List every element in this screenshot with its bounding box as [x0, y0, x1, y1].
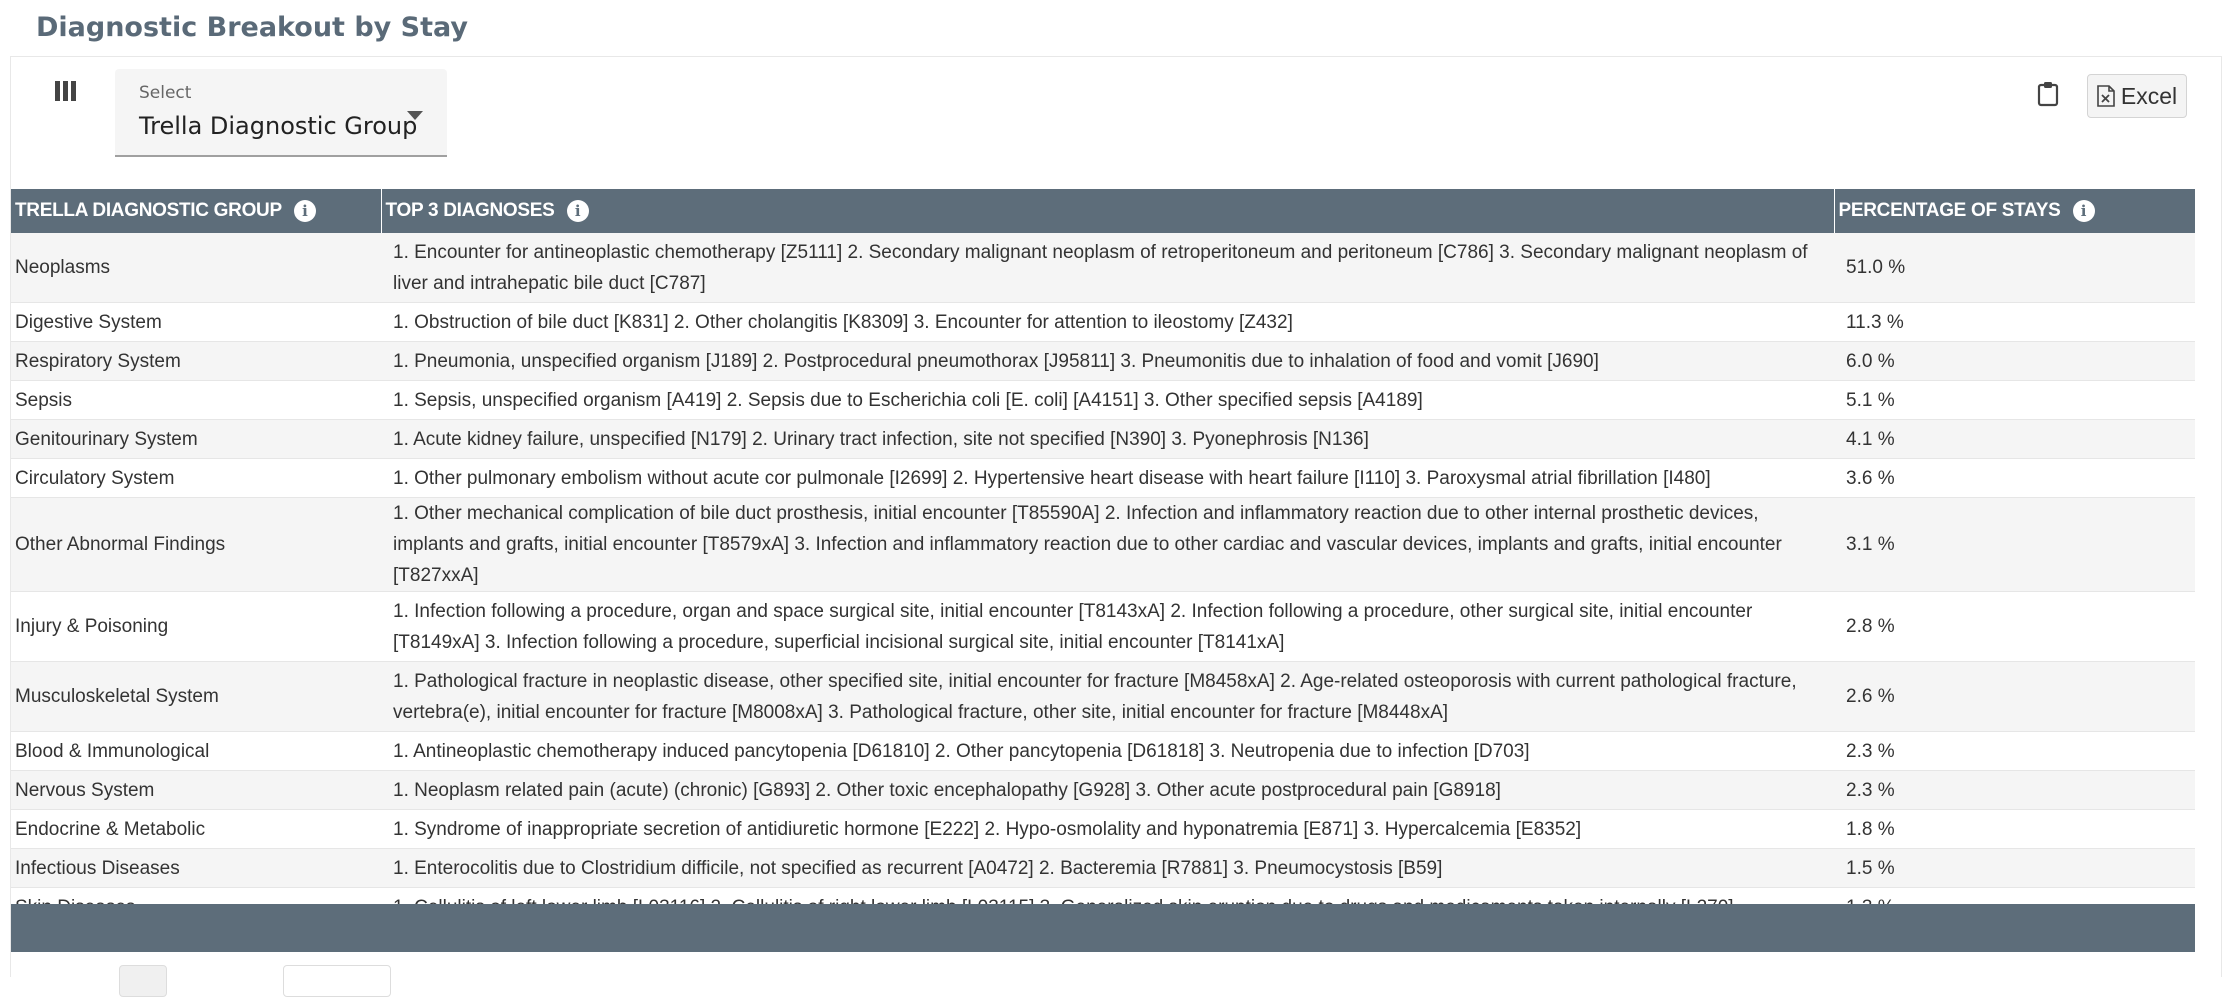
table-footer-bar — [11, 904, 2195, 952]
table-row — [11, 592, 2195, 662]
grid-panel — [10, 56, 2222, 977]
pagination-size-select[interactable] — [283, 965, 391, 997]
table-row — [11, 342, 2195, 381]
group-cell: Injury & Poisoning — [11, 592, 381, 662]
percentage-cell: 4.1 % — [1834, 420, 2195, 459]
chevron-down-icon — [407, 111, 423, 120]
excel-export-button[interactable] — [2087, 74, 2187, 118]
diagnoses-cell: 1. Enterocolitis due to Clostridium difficile, not specified as recurrent [A0472] 2. Bacteremia [R7881] 3. Pneumocystosis [B59] — [381, 849, 1834, 888]
group-cell: Genitourinary System — [11, 420, 381, 459]
table-row — [11, 849, 2195, 888]
column-header-label: PERCENTAGE OF STAYS — [1838, 200, 2061, 221]
info-icon[interactable]: i — [2073, 200, 2095, 222]
group-cell: Blood & Immunological — [11, 732, 381, 771]
group-cell: Endocrine & Metabolic — [11, 810, 381, 849]
percentage-cell: 11.3 % — [1834, 303, 2195, 342]
column-header-diagnoses[interactable] — [381, 189, 1834, 233]
diagnoses-cell: 1. Pneumonia, unspecified organism [J189] 2. Postprocedural pneumothorax [J95811] 3. Pneumonitis due to inhalation of food and vomit [J690] — [381, 342, 1834, 381]
table-row — [11, 498, 2195, 592]
excel-file-icon — [2097, 85, 2115, 107]
diagnoses-cell: 1. Antineoplastic chemotherapy induced pancytopenia [D61810] 2. Other pancytopenia [D61818] 3. Neutropenia due to infection [D703] — [381, 732, 1834, 771]
group-cell: Neoplasms — [11, 233, 381, 303]
clipboard-icon[interactable] — [2037, 81, 2063, 111]
table-row — [11, 771, 2195, 810]
table-row — [11, 233, 2195, 303]
select-value: Trella Diagnostic Group — [139, 112, 418, 140]
table-row — [11, 810, 2195, 849]
diagnoses-cell: 1. Obstruction of bile duct [K831] 2. Other cholangitis [K8309] 3. Encounter for attention to ileostomy [Z432] — [381, 303, 1834, 342]
diagnoses-cell: 1. Other mechanical complication of bile duct prosthesis, initial encounter [T85590A] 2. Infection and inflammatory reaction due to other internal prosthetic devices, implants and grafts, initial encounter [T8579xA] 3. Infection and inflammatory reaction due to other cardiac and vascular devices, implants and grafts, initial encounter [T827xxA] — [381, 498, 1834, 592]
diagnoses-cell: 1. Sepsis, unspecified organism [A419] 2. Sepsis due to Escherichia coli [E. coli] [A4151] 3. Other specified sepsis [A4189] — [381, 381, 1834, 420]
diagnoses-cell: 1. Syndrome of inappropriate secretion of antidiuretic hormone [E222] 2. Hypo-osmolality and hyponatremia [E871] 3. Hypercalcemia [E8352] — [381, 810, 1834, 849]
diagnostic-table — [11, 189, 2195, 927]
column-header-label: TOP 3 DIAGNOSES — [385, 200, 555, 221]
percentage-cell: 6.0 % — [1834, 342, 2195, 381]
group-cell: Circulatory System — [11, 459, 381, 498]
diagnoses-cell: 1. Pathological fracture in neoplastic disease, other specified site, initial encounter for fracture [M8458xA] 2. Age-related osteoporosis with current pathological fracture, vertebra(e), initial encounter for fracture [M8008xA] 3. Pathological fracture, other site, initial encounter for fracture [M8448xA] — [381, 662, 1834, 732]
percentage-cell: 2.3 % — [1834, 732, 2195, 771]
page-title: Diagnostic Breakout by Stay — [36, 12, 469, 43]
percentage-cell: 2.8 % — [1834, 592, 2195, 662]
diagnoses-cell: 1. Infection following a procedure, organ and space surgical site, initial encounter [T8143xA] 2. Infection following a procedure, other surgical site, initial encounter [T8149xA] 3. Infection following a procedure, superficial incisional surgical site, initial encounter [T8141xA] — [381, 592, 1834, 662]
column-header-group[interactable] — [11, 189, 381, 233]
group-cell: Sepsis — [11, 381, 381, 420]
table-row — [11, 303, 2195, 342]
table-row — [11, 662, 2195, 732]
table-header-row — [11, 189, 2195, 233]
group-cell: Musculoskeletal System — [11, 662, 381, 732]
percentage-cell: 5.1 % — [1834, 381, 2195, 420]
column-header-percentage[interactable] — [1834, 189, 2195, 233]
group-cell: Other Abnormal Findings — [11, 498, 381, 592]
diagnoses-cell: 1. Other pulmonary embolism without acute cor pulmonale [I2699] 2. Hypertensive heart disease with heart failure [I110] 3. Paroxysmal atrial fibrillation [I480] — [381, 459, 1834, 498]
percentage-cell: 1.8 % — [1834, 810, 2195, 849]
excel-label: Excel — [2120, 82, 2178, 109]
diagnoses-cell: 1. Encounter for antineoplastic chemotherapy [Z5111] 2. Secondary malignant neoplasm of retroperitoneum and peritoneum [C786] 3. Secondary malignant neoplasm of liver and intrahepatic bile duct [C787] — [381, 233, 1834, 303]
group-select[interactable] — [115, 69, 447, 157]
percentage-cell: 2.6 % — [1834, 662, 2195, 732]
table-row — [11, 459, 2195, 498]
group-cell: Nervous System — [11, 771, 381, 810]
diagnoses-cell: 1. Neoplasm related pain (acute) (chronic) [G893] 2. Other toxic encephalopathy [G928] 3. Other acute postprocedural pain [G8918] — [381, 771, 1834, 810]
group-cell: Infectious Diseases — [11, 849, 381, 888]
table-row — [11, 732, 2195, 771]
info-icon[interactable]: i — [294, 200, 316, 222]
pagination-page-button[interactable] — [119, 965, 167, 997]
percentage-cell: 2.3 % — [1834, 771, 2195, 810]
info-icon[interactable]: i — [567, 200, 589, 222]
percentage-cell: 51.0 % — [1834, 233, 2195, 303]
group-cell: Digestive System — [11, 303, 381, 342]
column-header-label: TRELLA DIAGNOSTIC GROUP — [15, 200, 282, 221]
diagnoses-cell: 1. Acute kidney failure, unspecified [N179] 2. Urinary tract infection, site not specified [N390] 3. Pyonephrosis [N136] — [381, 420, 1834, 459]
percentage-cell: 3.6 % — [1834, 459, 2195, 498]
select-label: Select — [139, 83, 192, 103]
group-cell: Respiratory System — [11, 342, 381, 381]
percentage-cell: 1.5 % — [1834, 849, 2195, 888]
percentage-cell: 3.1 % — [1834, 498, 2195, 592]
columns-icon[interactable] — [55, 79, 83, 107]
table-row — [11, 420, 2195, 459]
table-row — [11, 381, 2195, 420]
